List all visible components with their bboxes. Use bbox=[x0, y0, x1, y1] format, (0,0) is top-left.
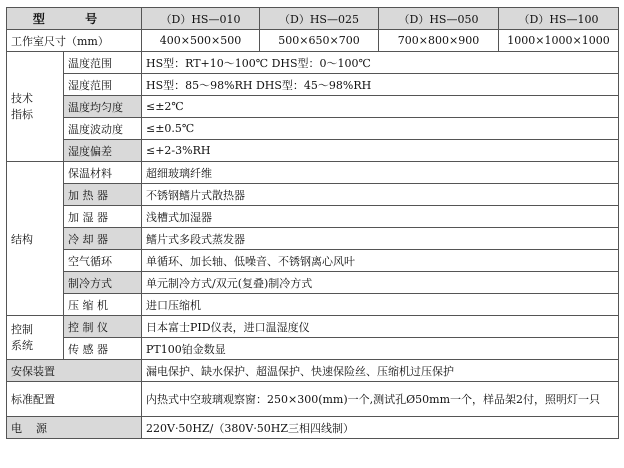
technical-category bbox=[7, 52, 64, 162]
chamber-size-025: 500×650×700 bbox=[260, 30, 379, 52]
row-value: 鳍片式多段式蒸发器 bbox=[142, 228, 619, 250]
row-value: 浅槽式加湿器 bbox=[142, 206, 619, 228]
power-value: 220V·50HZ/（380V·50HZ三相四线制） bbox=[142, 417, 619, 439]
row-value: 日本富士PID仪表，进口温湿度仪 bbox=[142, 316, 619, 338]
structure-category: 结构 bbox=[7, 162, 64, 316]
chamber-size-010: 400×500×500 bbox=[142, 30, 260, 52]
table-row bbox=[7, 118, 619, 140]
row-label: 加 热 器 bbox=[64, 184, 142, 206]
safety-value: 漏电保护、缺水保护、超温保护、快速保险丝、压缩机过压保护 bbox=[142, 360, 619, 382]
model-025: （D）HS—025 bbox=[260, 8, 379, 30]
table-row bbox=[7, 162, 619, 184]
chamber-size-100: 1000×1000×1000 bbox=[499, 30, 619, 52]
row-label: 温度波动度 bbox=[64, 118, 142, 140]
row-value: HS型：85～98%RH DHS型：45～98%RH bbox=[142, 74, 619, 96]
row-label: 温度范围 bbox=[64, 52, 142, 74]
table-row bbox=[7, 294, 619, 316]
standard-label: 标准配置 bbox=[7, 382, 142, 417]
header-row bbox=[7, 8, 619, 30]
table-row bbox=[7, 338, 619, 360]
model-label: 型 号 bbox=[7, 8, 142, 30]
table-row bbox=[7, 140, 619, 162]
table-row bbox=[7, 382, 619, 417]
row-value: 进口压缩机 bbox=[142, 294, 619, 316]
row-label: 制冷方式 bbox=[64, 272, 142, 294]
model-010: （D）HS—010 bbox=[142, 8, 260, 30]
table-row bbox=[7, 96, 619, 118]
spec-table bbox=[6, 7, 619, 439]
row-label: 湿度范围 bbox=[64, 74, 142, 96]
technical-category-line2: 指标 bbox=[11, 107, 33, 121]
row-label: 温度均匀度 bbox=[64, 96, 142, 118]
row-label: 加 湿 器 bbox=[64, 206, 142, 228]
control-category bbox=[7, 316, 64, 360]
table-row bbox=[7, 74, 619, 96]
row-label: 压 缩 机 bbox=[64, 294, 142, 316]
table-row bbox=[7, 250, 619, 272]
row-value: 单循环、加长轴、低噪音、不锈钢离心风叶 bbox=[142, 250, 619, 272]
row-label: 湿度偏差 bbox=[64, 140, 142, 162]
row-label: 空气循环 bbox=[64, 250, 142, 272]
chamber-size-row bbox=[7, 30, 619, 52]
table-row bbox=[7, 316, 619, 338]
table-row bbox=[7, 52, 619, 74]
chamber-size-label: 工作室尺寸（mm） bbox=[7, 30, 142, 52]
model-050: （D）HS—050 bbox=[379, 8, 499, 30]
control-category-line2: 系统 bbox=[11, 338, 33, 352]
row-label: 传 感 器 bbox=[64, 338, 142, 360]
row-value: 超细玻璃纤维 bbox=[142, 162, 619, 184]
row-label: 保温材料 bbox=[64, 162, 142, 184]
row-value: HS型：RT+10～100℃ DHS型：0～100℃ bbox=[142, 52, 619, 74]
row-value: ≤+2-3%RH bbox=[142, 140, 619, 162]
table-row bbox=[7, 272, 619, 294]
standard-value: 内热式中空玻璃观察窗：250×300(mm)一个,测试孔Ø50mm一个，样品架2付，照明灯一只 bbox=[142, 382, 619, 417]
safety-label: 安保装置 bbox=[7, 360, 142, 382]
table-row bbox=[7, 360, 619, 382]
row-label: 控 制 仪 bbox=[64, 316, 142, 338]
control-category-line1: 控制 bbox=[11, 322, 33, 336]
table-row bbox=[7, 417, 619, 439]
row-value: ≤±0.5℃ bbox=[142, 118, 619, 140]
power-label: 电 源 bbox=[7, 417, 142, 439]
chamber-size-050: 700×800×900 bbox=[379, 30, 499, 52]
row-value: ≤±2℃ bbox=[142, 96, 619, 118]
model-100: （D）HS—100 bbox=[499, 8, 619, 30]
table-row bbox=[7, 206, 619, 228]
table-row bbox=[7, 184, 619, 206]
row-value: PT100铂金数显 bbox=[142, 338, 619, 360]
table-row bbox=[7, 228, 619, 250]
row-value: 单元制冷方式/双元(复叠)制冷方式 bbox=[142, 272, 619, 294]
row-label: 冷 却 器 bbox=[64, 228, 142, 250]
technical-category-line1: 技术 bbox=[11, 91, 33, 105]
row-value: 不锈钢鳍片式散热器 bbox=[142, 184, 619, 206]
